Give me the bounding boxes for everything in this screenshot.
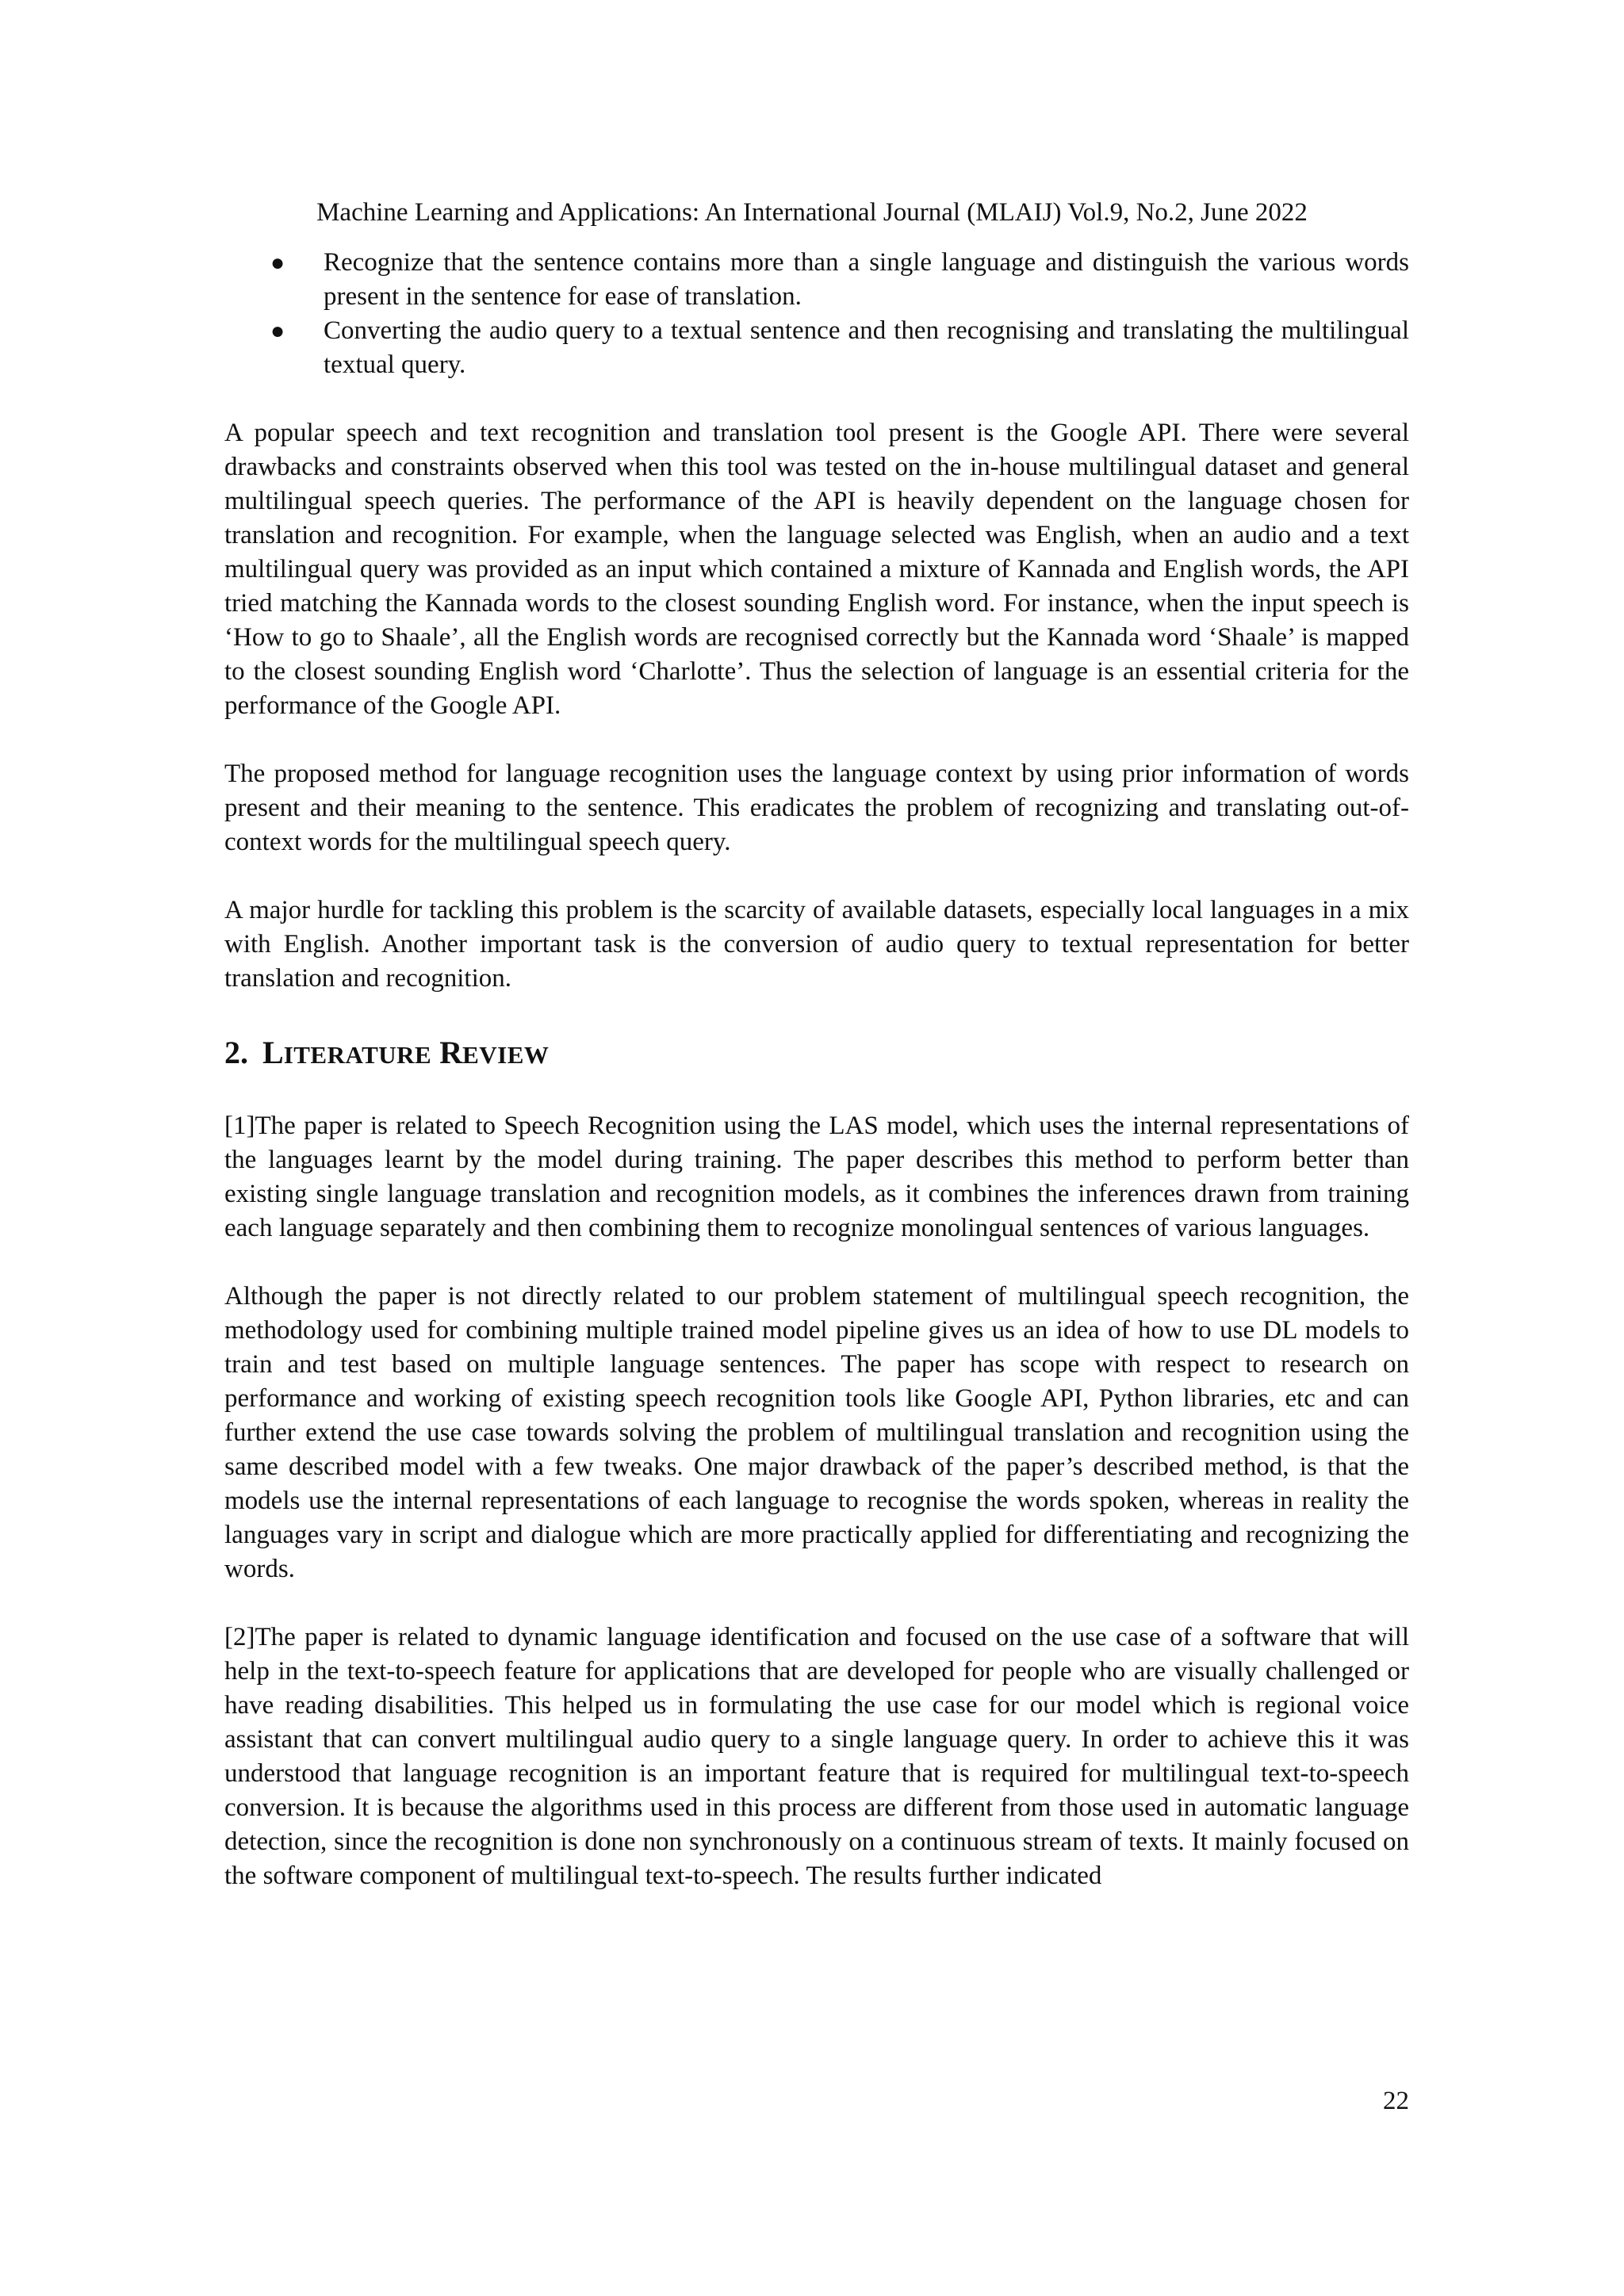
bullet-dot-icon: ● xyxy=(270,318,285,344)
paragraph-proposed-method: The proposed method for language recognition uses the language context by using prior information of words present and their meaning to the sentence. This eradicates the problem of recognizing and translating out-of-context words for the multilingual speech query. xyxy=(224,760,1409,856)
paragraph-google-api: A popular speech and text recognition and translation tool present is the Google API. There were several drawbacks and constraints observed when this tool was tested on the in-house multilingual dataset and general multilingual speech queries. The performance of the API is heavily dependent on the language chosen for translation and recognition. For example, when the language selected was English, when an audio and a text multilingual query was provided as an input which contained a mixture of Kannada and English words, the API tried matching the Kannada words to the closest sounding English word. For instance, when the input speech is ‘How to go to Shaale’, all the English words are recognised correctly but the Kannada word ‘Shaale’ is mapped to the closest sounding English word ‘Charlotte’. Thus the selection of language is an essential criteria for the performance of the Google API. xyxy=(224,419,1409,720)
paragraph-review-1: [1]The paper is related to Speech Recognition using the LAS model, which uses the internal representations of the languages learnt by the model during training. The paper describes this method to perform better than existing single language translation and recognition models, as it combines the inferences drawn from training each language separately and then combining them to recognize monolingual sentences of various languages. xyxy=(224,1112,1409,1242)
bullet-text: Recognize that the sentence contains more than a single language and distinguish the various words present in the sentence for ease of translation. xyxy=(324,248,1409,311)
bullet-item xyxy=(270,246,1409,314)
section-number: 2. xyxy=(224,1035,248,1070)
bullet-item xyxy=(270,314,1409,382)
bullet-text: Converting the audio query to a textual sentence and then recognising and translating the multilingual textual query. xyxy=(324,316,1409,379)
section-heading-literature-review: 2. LITERATURE REVIEW xyxy=(224,1035,550,1070)
bullet-dot-icon: ● xyxy=(270,250,285,276)
paragraph-review-2: Although the paper is not directly related to our problem statement of multilingual speech recognition, the methodology used for combining multiple trained model pipeline gives us an idea of how to use DL models to train and test based on multiple language sentences. The paper has scope with respect to research on performance and working of existing speech recognition tools like Google API, Python libraries, etc and can further extend the use case towards solving the problem of multilingual translation and recognition using the same described model with a few tweaks. One major drawback of the paper’s described method, is that the models use the internal representations of each language to recognise the words spoken, whereas in reality the languages vary in script and dialogue which are more practically applied for differentiating and recognizing the words. xyxy=(224,1282,1409,1583)
paragraph-hurdle: A major hurdle for tackling this problem is the scarcity of available datasets, especially local languages in a mix with English. Another important task is the conversion of audio query to textual representation for better translation and recognition. xyxy=(224,896,1409,993)
running-header: Machine Learning and Applications: An International Journal (MLAIJ) Vol.9, No.2, June 2022 xyxy=(316,198,1308,227)
page-body xyxy=(224,246,1409,1893)
paragraph-review-3: [2]The paper is related to dynamic language identification and focused on the use case of a software that will help in the text-to-speech feature for applications that are developed for people who are visually challenged or have reading disabilities. This helped us in formulating the use case for our model which is regional voice assistant that can convert multilingual audio query to a single language query. In order to achieve this it was understood that language recognition is an important feature that is required for multilingual text-to-speech conversion. It is because the algorithms used in this process are different from those used in automatic language detection, since the recognition is done non synchronously on a continuous stream of texts. It mainly focused on the software component of multilingual text-to-speech. The results further indicated xyxy=(224,1623,1409,1890)
bullet-list xyxy=(224,246,1409,382)
page-number: 22 xyxy=(1383,2087,1409,2115)
